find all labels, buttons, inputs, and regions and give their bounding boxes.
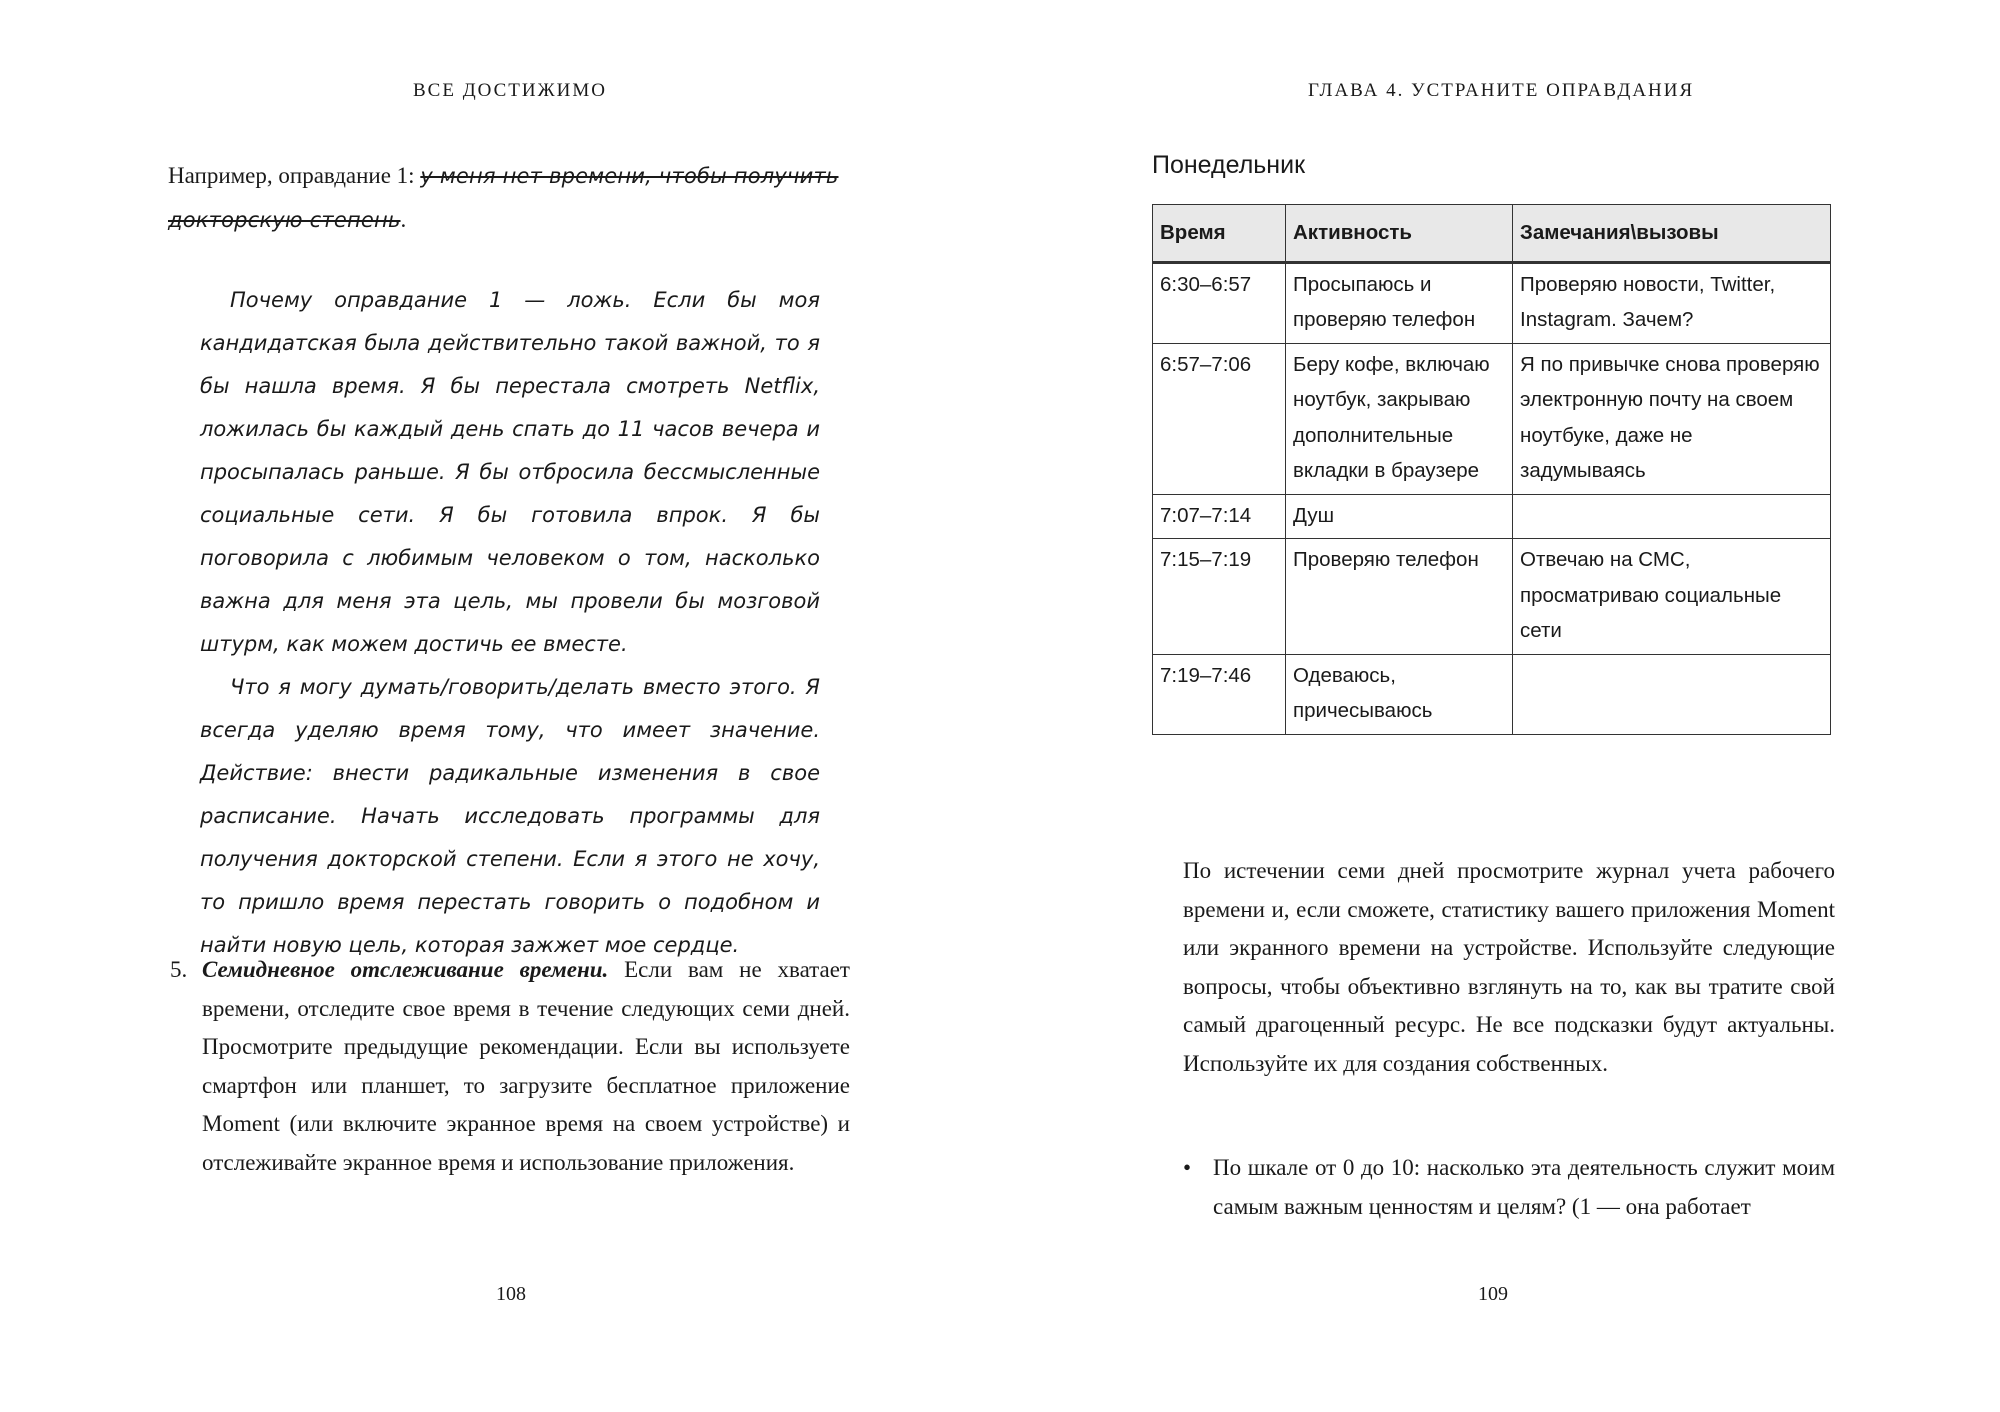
summary-paragraph: По истечении семи дней просмотрите журнал учета рабочего времени и, если сможете, статистику вашего приложения Moment или экранного времени на устройстве. Используйте следующие вопросы, чтобы объективно взглянуть на то, как вы тратите свой самый драгоценный ресурс. Не все подсказки будут актуальны. Используйте их для создания собственных. — [1183, 858, 1835, 1076]
cell-notes: Я по привычке снова проверяю электронную почту на своем ноутбуке, даже не задумываясь — [1513, 343, 1831, 494]
item-lead: Семидневное отслеживание времени. — [202, 957, 609, 982]
list-item — [1183, 1149, 1835, 1226]
cell-notes — [1513, 654, 1831, 734]
day-title: Понедельник — [1152, 151, 1306, 179]
table-row — [1153, 343, 1831, 494]
header-time: Время — [1153, 205, 1286, 263]
bullet-text: По шкале от 0 до 10: насколько эта деятельность служит моим самым важным ценностям и целям? (1 — она работает — [1213, 1155, 1835, 1219]
cell-time: 7:19–7:46 — [1153, 654, 1286, 734]
bullet-glyph: • — [1183, 1155, 1192, 1180]
handwritten-paragraph: Почему оправдание 1 — ложь. Если бы моя кандидатская была действительно такой важной, то я бы нашла время. Я бы перестала смотреть Netflix, ложилась бы каждый день спать до 11 часов вечера и просыпалась раньше. Я бы отбросила бессмысленные социальные сети. Я бы готовила впрок. Я бы поговорила с любимым человеком о том, насколько важна для меня эта цель, мы провели бы мозговой штурм, как можем достичь ее вместе. — [200, 288, 820, 656]
handwritten-notes — [200, 279, 820, 967]
cell-activity: Душ — [1286, 494, 1513, 539]
header-notes: Замечания\вызовы — [1513, 205, 1831, 263]
cell-time: 6:57–7:06 — [1153, 343, 1286, 494]
cell-activity: Одеваюсь, причесываюсь — [1286, 654, 1513, 734]
cell-activity: Просыпаюсь и проверяю телефон — [1286, 262, 1513, 343]
item-body — [202, 951, 850, 1182]
item-text: Если вам не хватает времени, отследите свое время в течение следующих семи дней. Просмотрите предыдущие рекомендации. Если вы используете смартфон или планшет, то загрузите бесплатное приложение Moment (или включите экранное время на своем устройстве) и отслеживайте экранное время и использование приложения. — [202, 957, 850, 1175]
intro-lead: Например, оправдание 1: — [168, 163, 421, 188]
cell-time: 7:07–7:14 — [1153, 494, 1286, 539]
item-number: 5. — [170, 957, 188, 982]
table-header-row — [1153, 205, 1831, 263]
table-row — [1153, 654, 1831, 734]
cell-time: 6:30–6:57 — [1153, 262, 1286, 343]
list-item — [170, 951, 850, 1182]
running-head: ГЛАВА 4. УСТРАНИТЕ ОПРАВДАНИЯ — [1308, 80, 1695, 101]
struck-excuse: у меня нет времени, чтобы получить докторскую степень — [168, 164, 839, 232]
cell-notes: Проверяю новости, Twitter, Instagram. Зачем? — [1513, 262, 1831, 343]
table-row — [1153, 539, 1831, 655]
table-row — [1153, 262, 1831, 343]
page-number: 109 — [1478, 1283, 1508, 1305]
time-log-table — [1152, 204, 1831, 735]
cell-notes: Отвечаю на СМС, просматриваю социальные сети — [1513, 539, 1831, 655]
table-row — [1153, 494, 1831, 539]
cell-time: 7:15–7:19 — [1153, 539, 1286, 655]
page-number: 108 — [496, 1283, 526, 1305]
intro-tail: . — [400, 207, 407, 232]
running-head: ВСЕ ДОСТИЖИМО — [413, 80, 607, 101]
excuse-intro — [168, 154, 848, 242]
cell-activity: Проверяю телефон — [1286, 539, 1513, 655]
cell-notes — [1513, 494, 1831, 539]
right-page — [1000, 0, 2000, 1412]
cell-activity: Беру кофе, включаю ноутбук, закрываю дополнительные вкладки в браузере — [1286, 343, 1513, 494]
handwritten-paragraph: Что я могу думать/говорить/делать вместо этого. Я всегда уделяю время тому, что имеет значение. Действие: внести радикальные изменения в свое расписание. Начать исследовать программы для получения докторской степени. Если я этого не хочу, то пришло время перестать говорить о подобном и найти новую цель, которая зажжет мое сердце. — [200, 675, 820, 957]
header-activity: Активность — [1286, 205, 1513, 263]
